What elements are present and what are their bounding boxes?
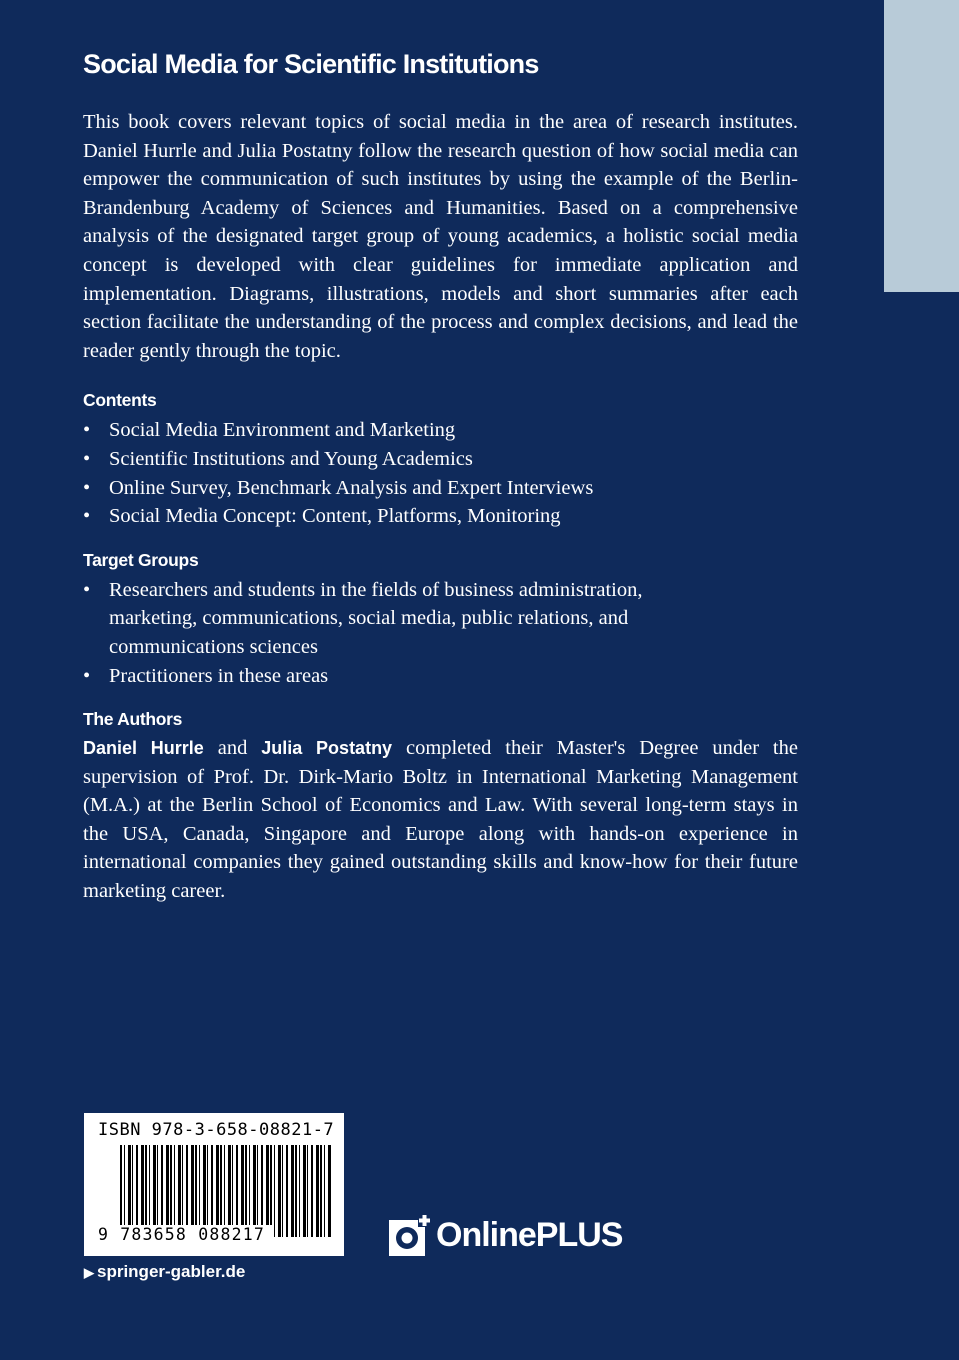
barcode-digits: 9 783658 088217: [98, 1225, 273, 1244]
target-groups-heading: Target Groups: [83, 549, 199, 570]
list-item: • Social Media Environment and Marketing: [83, 416, 798, 445]
arrow-right-icon: ▶: [84, 1265, 94, 1280]
target-groups-list: [83, 576, 798, 690]
bullet-icon: •: [83, 447, 91, 470]
isbn-barcode: [84, 1113, 344, 1256]
list-item: • Practitioners in these areas: [83, 662, 798, 691]
list-item: • Researchers and students in the fields of business administration, marketing, communications, social media, public relations, and communications sciences: [83, 576, 798, 662]
bullet-icon: •: [83, 578, 91, 601]
online-plus-logo: [389, 1214, 622, 1256]
list-item: • Social Media Concept: Content, Platforms, Monitoring: [83, 502, 798, 531]
online-plus-label: OnlinePLUS: [436, 1215, 623, 1254]
contents-list: [83, 416, 798, 530]
authors-heading: The Authors: [83, 709, 183, 730]
list-item: • Online Survey, Benchmark Analysis and Expert Interviews: [83, 474, 798, 503]
book-title: Social Media for Scientific Institutions: [83, 49, 539, 79]
publisher-website-link[interactable]: [84, 1262, 245, 1282]
isbn-number: ISBN 978-3-658-08821-7: [98, 1120, 335, 1140]
author-name: Daniel Hurrle: [83, 738, 204, 759]
back-cover-content: [83, 40, 798, 906]
bullet-icon: •: [83, 664, 91, 687]
author-name: Julia Postatny: [261, 738, 393, 759]
contents-heading: Contents: [83, 390, 157, 411]
online-plus-icon: [389, 1214, 431, 1256]
list-item: • Scientific Institutions and Young Academics: [83, 445, 798, 474]
authors-bio: Daniel Hurrle and Julia Postatny completed their Master's Degree under the supervision of Prof. Dr. Dirk-Mario Boltz in International Marketing Management (M.A.) at the Berlin School of Economics and Law. With several long-term stays in the USA, Canada, Singapore and Europe along with hands-on experience in international companies they gained outstanding skills and know-how for their future marketing career.: [83, 737, 798, 903]
online-plus-o-icon: [389, 1214, 431, 1256]
bullet-icon: •: [83, 419, 91, 442]
publisher-url: springer-gabler.de: [97, 1262, 246, 1281]
barcode-bars: [120, 1145, 332, 1237]
bullet-icon: •: [83, 505, 91, 528]
bullet-icon: •: [83, 476, 91, 499]
book-description: This book covers relevant topics of social media in the area of research institutes. Daniel Hurrle and Julia Postatny follow the research question of how social media can empower the communication of such institutes by using the example of the Berlin-Brandenburg Academy of Sciences and Humanities. Based on a comprehensive analysis of the designated target group of young academics, a holistic social media concept is developed with clear guidelines for immediate application and implementation. Diagrams, illustrations, models and short summaries after each section facilitate the understanding of the process and complex decisions, and lead the reader gently through the topic.: [83, 111, 798, 362]
side-color-tab: [884, 0, 959, 292]
